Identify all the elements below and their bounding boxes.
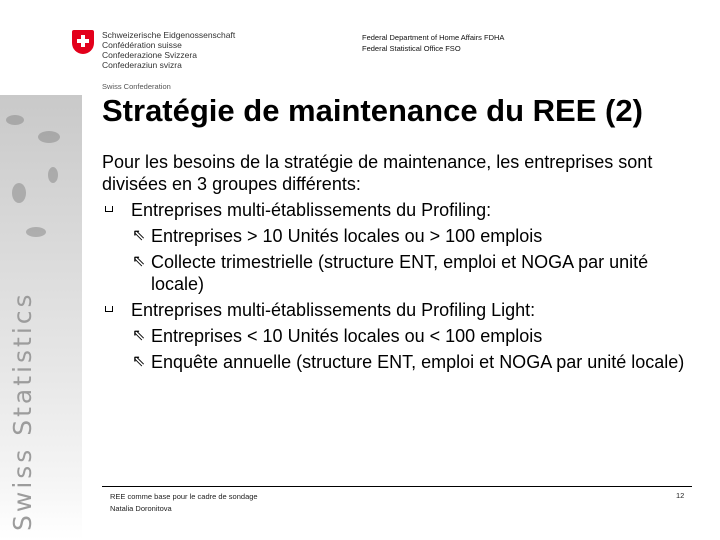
slide-title: Stratégie de maintenance du REE (2)	[102, 93, 643, 128]
sub-item	[102, 225, 702, 247]
page-number: 12	[676, 491, 685, 500]
sub-item-text: Enquête annuelle (structure ENT, emploi et NOGA par unité locale)	[151, 352, 685, 372]
footer-divider	[102, 486, 692, 487]
confederation-line-rm: Confederaziun svizra	[102, 60, 182, 70]
sub-item	[102, 251, 702, 295]
group-label: Entreprises multi-établissements du Profiling Light:	[131, 300, 536, 320]
swiss-cross-icon	[72, 30, 94, 54]
swiss-confederation-label: Swiss Confederation	[102, 82, 171, 91]
arrow-bullet-icon: ⇖	[132, 327, 146, 344]
group-item	[102, 299, 702, 321]
arrow-bullet-icon: ⇖	[132, 353, 146, 370]
intro-text: Pour les besoins de la stratégie de maintenance, les entreprises sont divisées en 3 groupes différents:	[102, 152, 653, 194]
sub-item-text: Entreprises < 10 Unités locales ou < 100 emplois	[151, 326, 543, 346]
bullet-icon	[105, 206, 113, 212]
confederation-line-de: Schweizerische Eidgenossenschaft	[102, 30, 236, 40]
sub-item-text: Collecte trimestrielle (structure ENT, emploi et NOGA par unité locale)	[151, 252, 649, 294]
sidebar-image	[0, 95, 82, 540]
department-info	[362, 32, 504, 54]
group-label: Entreprises multi-établissements du Profiling:	[131, 200, 492, 220]
confederation-line-it: Confederazione Svizzera	[102, 50, 197, 60]
slide-body	[102, 151, 702, 377]
sub-item	[102, 325, 702, 347]
office-line: Federal Statistical Office FSO	[362, 44, 461, 53]
sub-item	[102, 351, 702, 373]
sidebar-label: Swiss Statistics	[8, 291, 37, 531]
department-line: Federal Department of Home Affairs FDHA	[362, 33, 505, 42]
footer-info	[110, 491, 258, 515]
footer-author: Natalia Doronitova	[110, 504, 172, 513]
footer-subject: REE comme base pour le cadre de sondage	[110, 492, 258, 501]
sub-item-text: Entreprises > 10 Unités locales ou > 100 emplois	[151, 226, 543, 246]
arrow-bullet-icon: ⇖	[132, 253, 146, 270]
confederation-line-fr: Confédération suisse	[102, 40, 182, 50]
confederation-names	[102, 30, 262, 70]
group-item	[102, 199, 702, 221]
bullet-icon	[105, 306, 113, 312]
arrow-bullet-icon: ⇖	[132, 227, 146, 244]
